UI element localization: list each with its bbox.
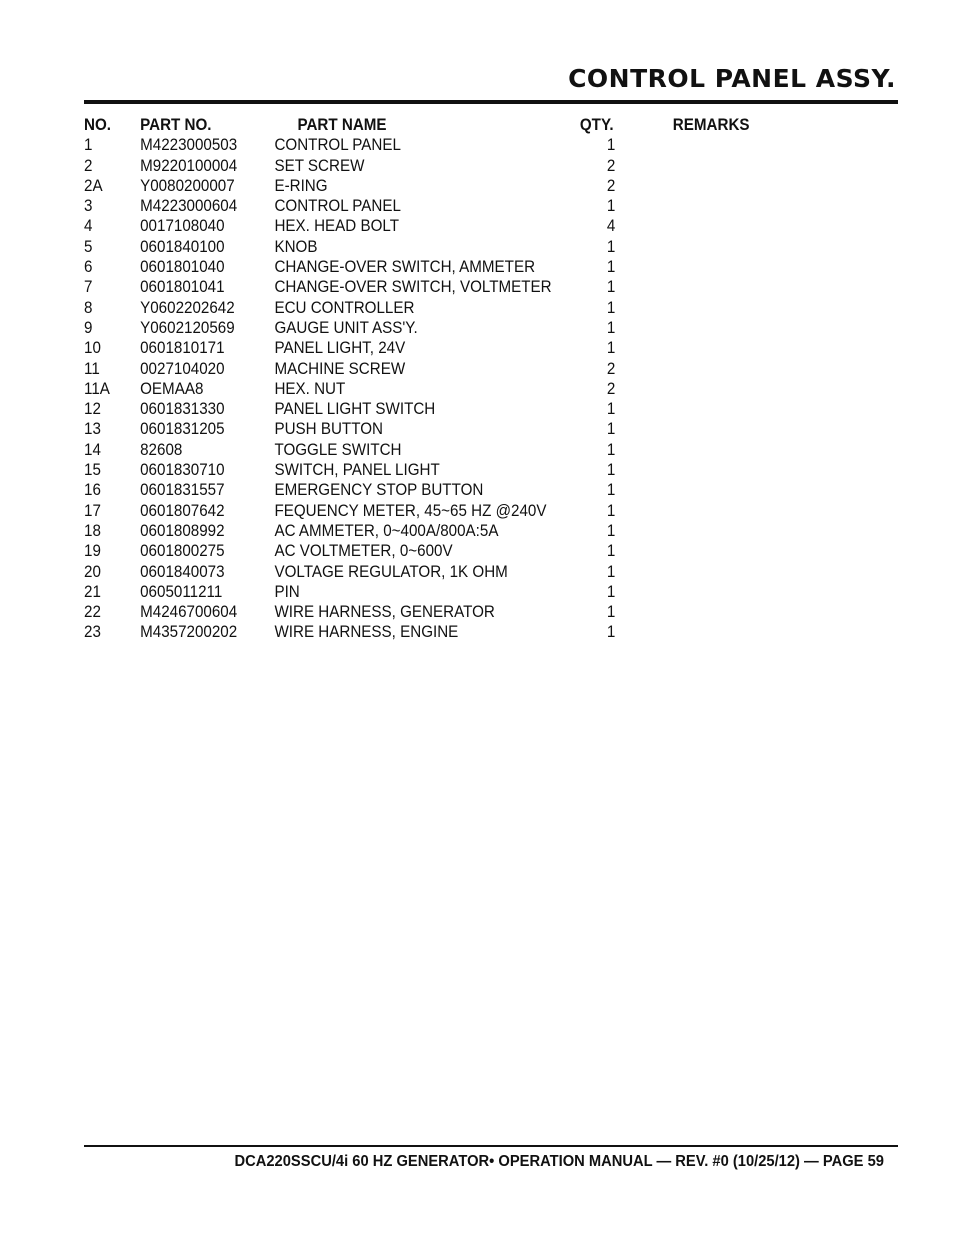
- row-part-name: WIRE HARNESS, ENGINE: [274, 623, 459, 642]
- row-qty: 1: [606, 298, 616, 317]
- row-no: 14: [84, 440, 101, 459]
- row-part-no: 0601801041: [140, 278, 225, 297]
- table-row: [84, 399, 820, 419]
- header-qty: QTY.: [579, 116, 614, 134]
- row-part-no: 0601840073: [140, 562, 225, 581]
- row-qty: 1: [606, 481, 616, 500]
- row-qty: 1: [606, 197, 616, 216]
- row-no: 16: [84, 481, 101, 500]
- footer-rule: [84, 1145, 898, 1147]
- title-rule: [84, 100, 898, 104]
- row-qty: 4: [606, 217, 616, 236]
- row-no: 18: [84, 521, 101, 540]
- row-part-name: SET SCREW: [274, 156, 365, 175]
- row-qty: 1: [606, 542, 616, 561]
- row-qty: 1: [606, 420, 616, 439]
- row-qty: 1: [606, 237, 616, 256]
- row-part-no: 0601830710: [140, 461, 225, 480]
- row-no: 11A: [84, 379, 110, 398]
- row-part-no: 0601831330: [140, 400, 225, 419]
- row-part-no: 0601800275: [140, 542, 225, 561]
- row-no: 21: [84, 582, 101, 601]
- row-part-no: M4246700604: [140, 603, 238, 622]
- row-no: 2A: [84, 176, 103, 195]
- parts-table: [84, 115, 884, 643]
- row-no: 3: [84, 197, 93, 216]
- header-remarks: REMARKS: [672, 116, 750, 134]
- row-no: 1: [84, 136, 93, 155]
- table-row: [84, 440, 820, 460]
- table-row: [84, 196, 820, 216]
- table-row: [84, 379, 820, 399]
- row-no: 9: [84, 318, 93, 337]
- row-part-no: 0601831205: [140, 420, 225, 439]
- row-part-no: 0601801040: [140, 258, 225, 277]
- row-qty: 1: [606, 258, 616, 277]
- row-part-no: 0601807642: [140, 501, 225, 520]
- row-part-no: 0601808992: [140, 521, 225, 540]
- table-row: [84, 602, 820, 622]
- row-qty: 1: [606, 623, 616, 642]
- table-row: [84, 156, 820, 176]
- row-part-name: ECU CONTROLLER: [274, 298, 415, 317]
- row-no: 11: [84, 359, 100, 378]
- table-row: [84, 480, 820, 500]
- row-qty: 1: [606, 461, 616, 480]
- row-part-name: AC VOLTMETER, 0~600V: [274, 542, 453, 561]
- row-part-name: PANEL LIGHT SWITCH: [274, 400, 436, 419]
- row-part-no: 82608: [140, 440, 183, 459]
- row-no: 8: [84, 298, 93, 317]
- row-no: 20: [84, 562, 101, 581]
- table-row: [84, 318, 820, 338]
- table-row: [84, 521, 820, 541]
- row-qty: 2: [606, 359, 616, 378]
- table-row: [84, 541, 820, 561]
- row-no: 15: [84, 461, 101, 480]
- row-qty: 2: [606, 379, 616, 398]
- table-row: [84, 622, 820, 642]
- row-part-no: OEMAA8: [140, 379, 204, 398]
- page-title: CONTROL PANEL ASSY.: [568, 64, 896, 93]
- row-part-name: E-RING: [274, 176, 328, 195]
- row-no: 2: [84, 156, 93, 175]
- table-row: [84, 257, 820, 277]
- table-row: [84, 216, 820, 236]
- row-part-name: PUSH BUTTON: [274, 420, 383, 439]
- table-row: [84, 277, 820, 297]
- row-part-name: SWITCH, PANEL LIGHT: [274, 461, 440, 480]
- row-part-no: 0027104020: [140, 359, 225, 378]
- row-qty: 2: [606, 176, 616, 195]
- page-footer: DCA220SSCU/4i 60 HZ GENERATOR• OPERATION MANUAL — REV. #0 (10/25/12) — PAGE 59: [234, 1153, 884, 1170]
- table-row: [84, 562, 820, 582]
- table-row: [84, 582, 820, 602]
- row-part-name: WIRE HARNESS, GENERATOR: [274, 603, 495, 622]
- row-qty: 1: [606, 136, 616, 155]
- row-no: 13: [84, 420, 101, 439]
- row-qty: 1: [606, 521, 616, 540]
- row-part-name: CONTROL PANEL: [274, 136, 401, 155]
- table-row: [84, 359, 820, 379]
- row-part-no: M4357200202: [140, 623, 238, 642]
- row-no: 22: [84, 603, 101, 622]
- row-no: 4: [84, 217, 93, 236]
- row-qty: 1: [606, 582, 616, 601]
- row-part-name: AC AMMETER, 0~400A/800A:5A: [274, 521, 499, 540]
- row-part-name: CHANGE-OVER SWITCH, AMMETER: [274, 258, 536, 277]
- row-no: 5: [84, 237, 93, 256]
- row-part-no: Y0602120569: [140, 318, 235, 337]
- row-part-name: VOLTAGE REGULATOR, 1K OHM: [274, 562, 508, 581]
- row-no: 23: [84, 623, 101, 642]
- row-qty: 1: [606, 278, 616, 297]
- table-row: [84, 338, 820, 358]
- header-no: NO.: [84, 116, 111, 134]
- row-part-no: 0017108040: [140, 217, 225, 236]
- row-part-name: PANEL LIGHT, 24V: [274, 339, 406, 358]
- row-qty: 1: [606, 318, 616, 337]
- row-part-name: CHANGE-OVER SWITCH, VOLTMETER: [274, 278, 552, 297]
- row-part-no: 0601810171: [140, 339, 225, 358]
- table-row: [84, 419, 820, 439]
- row-part-no: Y0080200007: [140, 176, 235, 195]
- row-part-no: 0601831557: [140, 481, 225, 500]
- row-part-no: M4223000604: [140, 197, 238, 216]
- row-part-no: 0601840100: [140, 237, 225, 256]
- table-row: [84, 298, 820, 318]
- row-part-name: GAUGE UNIT ASS'Y.: [274, 318, 418, 337]
- header-part-name: PART NAME: [297, 116, 387, 134]
- table-row: [84, 501, 820, 521]
- row-qty: 1: [606, 440, 616, 459]
- row-part-name: HEX. HEAD BOLT: [274, 217, 400, 236]
- row-part-no: Y0602202642: [140, 298, 235, 317]
- table-row: [84, 460, 820, 480]
- row-part-no: 0605011211: [140, 582, 223, 601]
- row-part-no: M9220100004: [140, 156, 238, 175]
- header-part-no: PART NO.: [140, 116, 212, 134]
- row-part-name: CONTROL PANEL: [274, 197, 401, 216]
- row-part-name: PIN: [274, 582, 300, 601]
- row-part-name: HEX. NUT: [274, 379, 346, 398]
- table-row: [84, 176, 820, 196]
- row-part-name: EMERGENCY STOP BUTTON: [274, 481, 484, 500]
- row-qty: 1: [606, 562, 616, 581]
- row-no: 17: [84, 501, 101, 520]
- row-part-name: TOGGLE SWITCH: [274, 440, 402, 459]
- row-qty: 1: [606, 400, 616, 419]
- row-part-name: MACHINE SCREW: [274, 359, 406, 378]
- row-part-no: M4223000503: [140, 136, 238, 155]
- row-no: 12: [84, 400, 101, 419]
- row-no: 19: [84, 542, 101, 561]
- row-no: 6: [84, 258, 93, 277]
- table-body: [84, 135, 884, 642]
- row-qty: 1: [606, 339, 616, 358]
- table-row: [84, 237, 820, 257]
- row-qty: 2: [606, 156, 616, 175]
- row-no: 10: [84, 339, 101, 358]
- row-qty: 1: [606, 603, 616, 622]
- row-part-name: KNOB: [274, 237, 318, 256]
- row-part-name: FEQUENCY METER, 45~65 HZ @240V: [274, 501, 547, 520]
- table-row: [84, 135, 820, 155]
- row-no: 7: [84, 278, 93, 297]
- table-header-row: [84, 115, 820, 135]
- row-qty: 1: [606, 501, 616, 520]
